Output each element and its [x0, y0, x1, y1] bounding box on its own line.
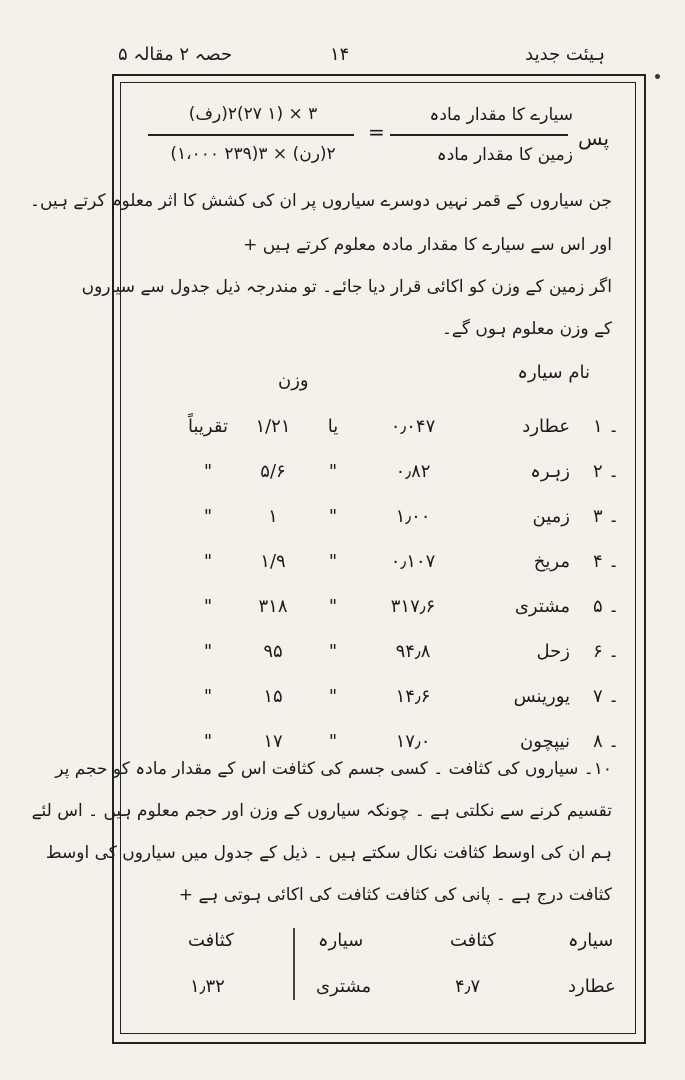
table1-weight-value: ۱۷٫۰ [395, 731, 431, 752]
table1-planet-name: نیپچون [519, 731, 570, 752]
table1-row-number: ۱ ۔ [593, 416, 619, 437]
table1-row-number: ۴ ۔ [593, 551, 619, 572]
table1-alt-marker: " [328, 596, 338, 617]
table1-approx-value: ۵/۶ [260, 461, 286, 482]
table1-approx-value: ۳۱۸ [258, 596, 288, 617]
table1-approx-value: ۱/۲۱ [255, 416, 291, 437]
table1-planet-name: مشتری [514, 596, 570, 617]
table1-approx-note: " [203, 731, 213, 752]
table1-planet-name: یورینس [513, 686, 570, 707]
formula-rhs-denominator: (۱،۰۰۰ ۲۳۹)۳ × (رن)۲ [170, 144, 336, 164]
table2-column-divider [293, 928, 295, 1000]
paragraph2-line3: ہم ان کی اوسط کثافت نکال سکتے ہیں ۔ ذیل کے جدول میں سیاروں کی اوسط [45, 843, 612, 863]
table2-cell-planet-2: مشتری [316, 976, 372, 997]
table1-planet-name: عطارد [522, 416, 570, 437]
book-title: ہیئت جدید [525, 44, 605, 65]
formula-rhs-fraction-bar [148, 134, 354, 136]
table1-planet-name: زحل [536, 641, 570, 662]
table2-header-density-2: کثافت [188, 930, 234, 951]
table1-approx-note: تقریباً [188, 416, 228, 437]
table1-row-number: ۸ ۔ [593, 731, 619, 752]
formula-lead: پس [578, 126, 610, 150]
table1-planet-name: مریخ [533, 551, 570, 572]
formula-equals: = [368, 120, 385, 144]
paragraph1-line2: اور اس سے سیارے کا مقدار مادہ معلوم کرتے ہیں + [243, 235, 612, 255]
table2-header-density-1: کثافت [450, 930, 496, 951]
formula-lhs-numerator: سیارے کا مقدار مادہ [429, 105, 573, 125]
table1-weight-value: ۰٫۰۴۷ [390, 416, 436, 437]
table1-planet-name: زہرہ [530, 461, 570, 482]
table1-approx-value: ۱۷ [263, 731, 283, 752]
table1-row-number: ۵ ۔ [593, 596, 619, 617]
table1-planet-name: زمین [532, 506, 570, 527]
paragraph1-line1: جن سیاروں کے قمر نہیں دوسرے سیاروں پر ان کی کشش کا اثر معلوم کرتے ہیں۔ [30, 191, 612, 211]
table2-cell-planet-1: عطارد [568, 976, 616, 997]
table1-row-number: ۲ ۔ [593, 461, 619, 482]
table1-row-number: ۶ ۔ [593, 641, 619, 662]
table1-row-number: ۷ ۔ [593, 686, 619, 707]
table1-weight-value: ۱٫۰۰ [395, 506, 431, 527]
table1-alt-marker: " [328, 686, 338, 707]
table2-header-planet-2: سیارہ [318, 930, 364, 951]
paragraph1-line4: کے وزن معلوم ہوں گے۔ [441, 319, 612, 339]
table1-weight-value: ۰٫۱۰۷ [390, 551, 436, 572]
table1-weight-value: ۰٫۸۲ [395, 461, 431, 482]
table1-approx-value: ۱/۹ [260, 551, 286, 572]
paragraph2-line2: تقسیم کرنے سے نکلتی ہے ۔ چونکہ سیاروں کے وزن اور حجم معلوم ہیں ۔ اس لئے [31, 801, 612, 821]
formula-lhs-denominator: زمین کا مقدار مادہ [436, 145, 573, 165]
table2-cell-density-1: ۴٫۷ [455, 976, 481, 997]
table1-approx-value: ۱۵ [263, 686, 283, 707]
page-number: ۱۴ [330, 44, 350, 65]
table1-weight-value: ۳۱۷٫۶ [390, 596, 436, 617]
table1-alt-marker: " [328, 641, 338, 662]
table1-approx-note: " [203, 551, 213, 572]
table1-alt-marker: " [328, 551, 338, 572]
table1-row-number: ۳ ۔ [593, 506, 619, 527]
section-label: حصہ ۲ مقالہ ۵ [118, 44, 233, 65]
paragraph1-line3: اگر زمین کے وزن کو اکائی قرار دیا جائے۔ تو مندرجہ ذیل جدول سے سیاروں [81, 277, 612, 297]
formula-lhs-fraction-bar [390, 134, 568, 136]
table2-cell-density-2: ۱٫۳۲ [190, 976, 225, 997]
table1-header-planet: نام سیارہ [517, 362, 590, 383]
paragraph2-line4: کثافت درج ہے ۔ پانی کی کثافت کثافت کی اکائی ہوتی ہے + [178, 885, 612, 905]
table1-approx-note: " [203, 461, 213, 482]
table1-approx-note: " [203, 506, 213, 527]
formula-rhs-numerator: (رف)۳ × (۱ ۲۷)۲ [188, 104, 318, 124]
table1-weight-value: ۱۴٫۶ [395, 686, 431, 707]
margin-dot [655, 74, 660, 79]
table1-alt-marker: " [328, 461, 338, 482]
table1-approx-value: ۱ [268, 506, 278, 527]
table1-alt-marker: یا [327, 416, 339, 437]
table1-approx-value: ۹۵ [263, 641, 283, 662]
paragraph2-line1: ۱۰۔ سیاروں کی کثافت ۔ کسی جسم کی کثافت اس کے مقدار مادہ کو حجم پر [55, 759, 612, 779]
table1-alt-marker: " [328, 506, 338, 527]
table1-approx-note: " [203, 686, 213, 707]
table1-approx-note: " [203, 641, 213, 662]
table1-alt-marker: " [328, 731, 338, 752]
table1-weight-value: ۹۴٫۸ [395, 641, 431, 662]
table1-header-weight: وزن [278, 370, 309, 391]
table1-approx-note: " [203, 596, 213, 617]
table2-header-planet-1: سیارہ [568, 930, 614, 951]
